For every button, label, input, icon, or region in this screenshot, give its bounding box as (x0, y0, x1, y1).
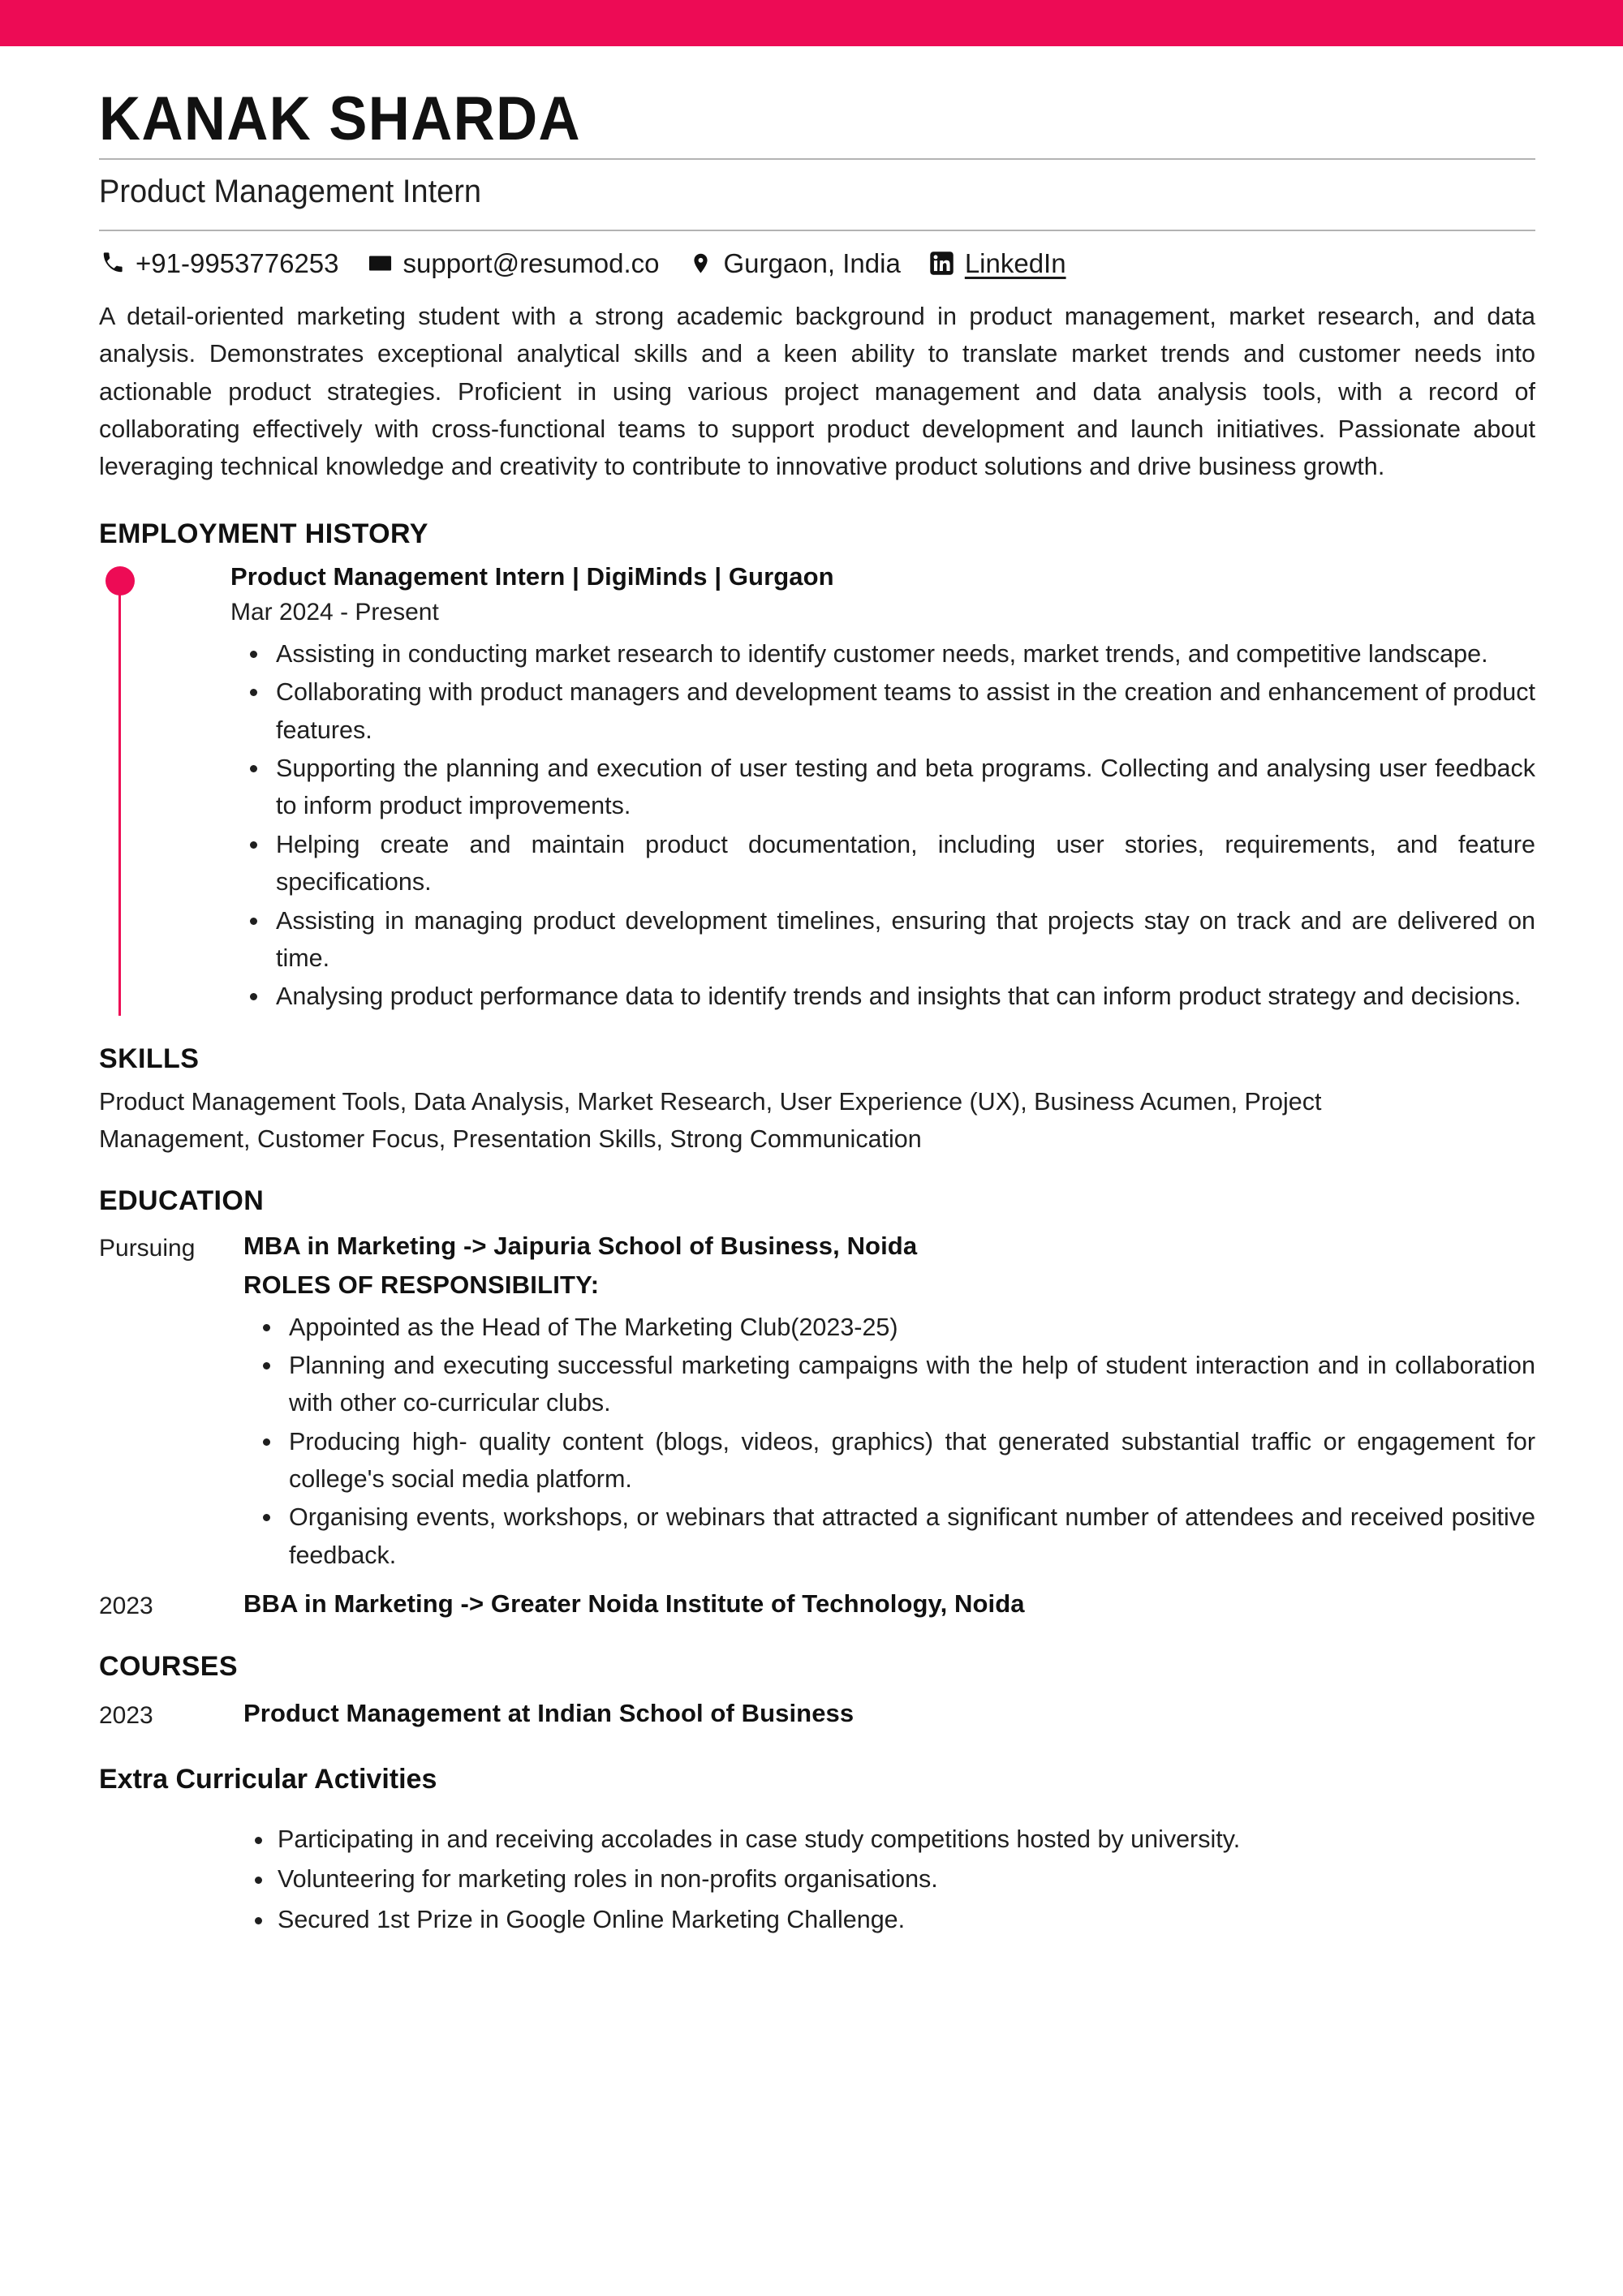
professional-summary: A detail-oriented marketing student with a strong academic background in product management, market research, and data analysis. Demonstrates exceptional analytical skills and a keen ability to translate market trends and customer needs into actionable product strategies. Proficient in using various project management and data analysis tools, with a record of collaborating effectively with cross-functional teams to support product development and launch initiatives. Passionate about leveraging technical knowledge and creativity to contribute to innovative product solutions and drive business growth. (99, 303, 1535, 481)
education-body (243, 1230, 1535, 1575)
course-title: Product Management at Indian School of Business (243, 1699, 855, 1728)
contact-linkedin[interactable] (928, 249, 1066, 277)
accent-top-bar (0, 0, 1623, 46)
list-item: Secured 1st Prize in Google Online Marketing Challenge. (278, 1900, 1535, 1940)
education-bullet-list (243, 1309, 1535, 1575)
contact-location (687, 249, 900, 277)
list-item: Analysing product performance data to identify trends and insights that can inform product strategy and decisions. (273, 978, 1535, 1015)
course-entry (99, 1697, 1535, 1733)
skills-text: Product Management Tools, Data Analysis, Market Research, User Experience (UX), Business Acumen, Project Management, Customer Focus, Presentation Skills, Strong Communication (99, 1087, 1322, 1153)
contact-phone[interactable] (99, 249, 339, 277)
list-item: Assisting in managing product development timelines, ensuring that projects stay on track and are delivered on time. (273, 902, 1535, 978)
list-item: Helping create and maintain product documentation, including user stories, requirements, and feature specifications. (273, 826, 1535, 901)
education-period: Pursuing (99, 1235, 196, 1262)
resume-content (0, 46, 1623, 2118)
section-heading-skills: SKILLS (99, 1043, 200, 1074)
contact-email[interactable] (367, 249, 660, 277)
section-heading-employment: EMPLOYMENT HISTORY (99, 518, 428, 549)
education-degree: MBA in Marketing -> Jaipuria School of Business, Noida (243, 1232, 918, 1261)
course-period: 2023 (99, 1702, 153, 1730)
bottom-spacer (99, 1940, 1535, 2118)
map-pin-icon (687, 249, 714, 277)
email-text: support@resumod.co (403, 247, 660, 278)
course-body (243, 1697, 1535, 1730)
timeline-line (118, 589, 121, 1016)
list-item: Producing high- quality content (blogs, videos, graphics) that generated substantial traffic or engagement for college's social media platform. (286, 1423, 1535, 1498)
section-heading-education: EDUCATION (99, 1185, 265, 1217)
employment-heading: Product Management Intern | DigiMinds | Gurgaon (230, 561, 834, 591)
phone-text: +91-9953776253 (136, 247, 339, 278)
extra-curricular-list (99, 1820, 1535, 1940)
job-title: Product Management Intern (99, 174, 482, 209)
list-item: Volunteering for marketing roles in non-profits organisations. (278, 1860, 1535, 1899)
list-item: Appointed as the Head of The Marketing Club(2023-25) (286, 1309, 1535, 1346)
section-heading-extra-curricular: Extra Curricular Activities (99, 1764, 437, 1795)
education-entry-bba (99, 1588, 1535, 1623)
education-entry-mba (99, 1230, 1535, 1575)
contact-row (99, 231, 1535, 285)
employment-dates: Mar 2024 - Present (230, 598, 439, 626)
list-item: Supporting the planning and execution of user testing and beta programs. Collecting and analysing user feedback to inform product improvements. (273, 750, 1535, 825)
list-item: Collaborating with product managers and development teams to assist in the creation and enhancement of product features. (273, 673, 1535, 749)
employment-entry (230, 561, 1535, 1016)
envelope-icon (367, 249, 394, 277)
list-item: Organising events, workshops, or webinars that attracted a significant number of attendees and received positive feedback. (286, 1498, 1535, 1574)
list-item: Planning and executing successful marketing campaigns with the help of student interaction and in collaboration with other co-curricular clubs. (286, 1347, 1535, 1422)
phone-icon (99, 249, 127, 277)
section-heading-courses: COURSES (99, 1651, 238, 1683)
list-item: Assisting in conducting market research to identify customer needs, market trends, and competitive landscape. (273, 635, 1535, 673)
employment-timeline (99, 561, 1535, 1016)
education-subheading: ROLES OF RESPONSIBILITY: (243, 1270, 600, 1299)
header-block (99, 84, 1535, 231)
location-text: Gurgaon, India (723, 247, 901, 278)
timeline-marker (99, 561, 136, 1016)
education-period: 2023 (99, 1593, 153, 1620)
list-item: Participating in and receiving accolades in case study competitions hosted by university. (278, 1820, 1535, 1860)
education-body (243, 1588, 1535, 1620)
linkedin-icon (928, 249, 956, 277)
candidate-name: KANAK SHARDA (99, 84, 581, 153)
education-degree: BBA in Marketing -> Greater Noida Institute of Technology, Noida (243, 1589, 1025, 1619)
employment-bullet-list (230, 635, 1535, 1016)
linkedin-text[interactable]: LinkedIn (964, 247, 1066, 278)
